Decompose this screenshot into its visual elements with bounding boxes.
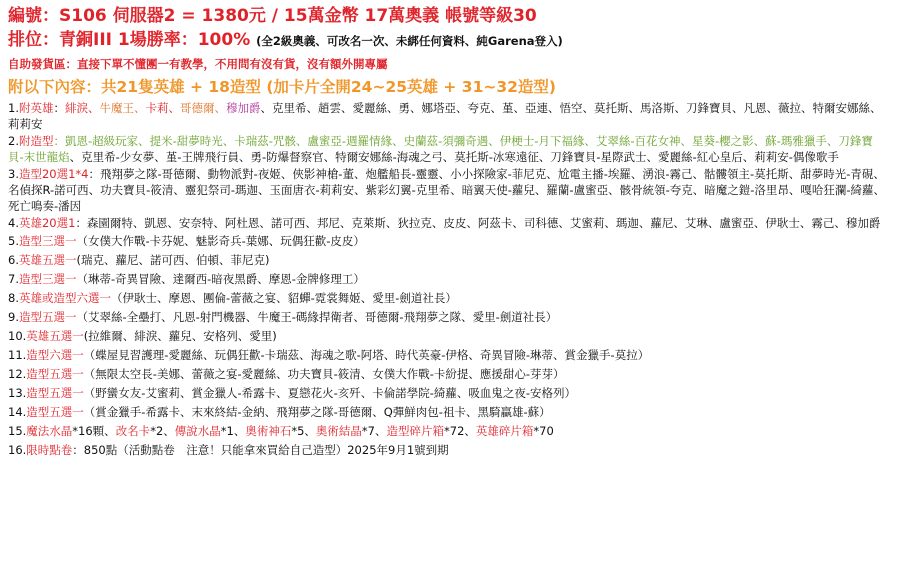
list-item-text: 16. (8, 443, 27, 457)
list-item (8, 289, 888, 308)
list-item-text: （琳蒂-奇異冒險、達爾西-暗夜黑爵、摩恩-金牌修理工） (76, 272, 365, 286)
list-item-text: 造型五選一 (18, 310, 77, 324)
list-item-text: 11. (8, 348, 27, 362)
list-item-text: 10. (8, 329, 27, 343)
list-item-text: 奧術神石 (245, 424, 292, 438)
list-item-text: 限時點卷 (26, 443, 73, 457)
list-item-text: ：凱恩-超級玩家、提米-甜夢時光、卡瑞茲-咒骸、盧蜜亞-週羅情緣、史蘭茲-須彌奇遇、伊梗士-月下福緣、艾翠絲-百花女神、星葵-櫻之影、蘇-瑪雅獵手、刀鋒寶貝-末世龍焰 (8, 134, 873, 164)
list-item-text: 3. (8, 167, 19, 181)
list-item (8, 441, 888, 460)
listing-title: 編號：S106 伺服器2 = 1380元 / 15萬金幣 17萬奧義 帳號等級30 (8, 6, 537, 26)
list-item-text: 哥德爾、 (179, 101, 226, 115)
list-item-text: （野蠻女友-艾蜜莉、賞金獵人-希露卡、夏戀花火-亥歼、卡倫諾學院-綺蘿、吸血鬼之夜-安格列） (83, 386, 577, 400)
list-item (8, 215, 888, 231)
list-item-text: 14. (8, 405, 27, 419)
list-item-text: *1、 (220, 424, 246, 438)
list-item-text: 改名卡 (115, 424, 151, 438)
list-item-text: 緋淚、 (64, 101, 100, 115)
list-item-text: (拉維爾、緋淚、蘿兒、安格列、愛里) (83, 329, 277, 343)
list-item-text: （伊耿士、摩恩、團倫-蕾薇之宴、貂蟬-霓裳舞姬、愛里-劍道社長） (110, 291, 457, 305)
list-item (8, 232, 888, 251)
list-item-text: 造型三選一 (18, 234, 77, 248)
list-item (8, 403, 888, 422)
list-item-text: 1. (8, 101, 19, 115)
list-item-text: *70 (533, 424, 554, 438)
list-item-text: 奧術結晶 (315, 424, 362, 438)
list-item-text: 2. (8, 134, 19, 148)
list-item-text: 、克里希、趙雲、愛麗絲、勇、娜塔亞、夸克、堇、亞連、悟空、莫托斯、馬洛斯、刀鋒寶貝、凡恩、薇拉、特爾安娜絲、莉莉安 (8, 101, 882, 131)
list-item-text: 英雄五選一 (18, 253, 77, 267)
list-item-text: ：850點（活動點卷 注意！只能拿來買給自己造型）2025年9月1號到期 (72, 443, 449, 457)
list-item-text: 卡莉、 (145, 101, 180, 115)
list-item (8, 100, 888, 132)
list-item-text: 造型20選1*4 (18, 167, 89, 181)
list-item-text: （女僕大作戰-卡芬妮、魅影奇兵-葉娜、玩偶狂歡-皮皮） (76, 234, 365, 248)
list-item-text: 英雄碎片箱 (475, 424, 534, 438)
list-item-text: （賞金獵手-希露卡、末來終結-金納、飛翔夢之隊-哥德爾、Q彈鮮肉包-祖卡、黑騎贏雄-蘇） (83, 405, 551, 419)
content-summary: 附以下內容：共21隻英雄 + 18造型 (加卡片全開24~25英雄 + 31~32造型) (8, 78, 557, 96)
list-item-text: ： (53, 101, 65, 115)
list-item (8, 365, 888, 384)
list-item-text: 造型六選一 (26, 348, 84, 362)
list-item-text: *7、 (361, 424, 387, 438)
list-item-text: 、克里希-少女夢、堇-王牌飛行員、勇-防爆督察官、特爾安娜絲-海魂之弓、莫托斯-冰寒遠征、刀鋒寶貝-星際武士、愛麗絲-紅心皇后、莉莉安-偶像歌手 (69, 150, 839, 164)
list-item-text: 15. (8, 424, 27, 438)
self-service-notice: 自助發貨區：直接下單不懂團一有教學，不用問有沒有貨，沒有額外開專屬 (8, 57, 388, 71)
list-item-text: (瑞克、蘿尼、諾可西、伯頓、菲尼克) (76, 253, 270, 267)
list-item-text: 魔法水晶 (26, 424, 73, 438)
list-item (8, 270, 888, 289)
rank-text: 排位：青銅III 1場勝率：100% (8, 30, 251, 50)
list-item (8, 251, 888, 270)
list-item (8, 133, 888, 165)
list-item-text: 造型五選一 (26, 386, 84, 400)
list-item-text: 4. (8, 216, 19, 230)
list-item (8, 422, 888, 441)
list-item (8, 327, 888, 346)
list-item-text: 造型五選一 (26, 405, 84, 419)
list-item-text: ：飛翔夢之隊-哥德爾、動物派對-夜姬、俠影神槍-董、炮艦船長-靈靈、小小探險家-菲尼克、尬電主播-埃羅、湧浪-霧己、骷髏領主-莫托斯、甜夢時光-青硯、名偵探R-諾可西、功夫寶貝-筱清、靈犯祭司-瑪迦、玉面唐衣-莉莉安、紫彩幻翼-克里希、暗翼天使-蘿兒、羅蘭-盧蜜亞、骸骨統領-夸克、暗魔之鎧-洛里昂、嘎哈狂瀾-綺蘿、死亡鳴奏-潘因 (8, 167, 886, 213)
list-item-text: 8. (8, 291, 19, 305)
list-item-text: 5. (8, 234, 19, 248)
list-item-text: 13. (8, 386, 27, 400)
list-item-text: *16顆、 (72, 424, 116, 438)
list-item-text: 傳說水晶 (174, 424, 221, 438)
list-item-text: 12. (8, 367, 27, 381)
list-item-text: 9. (8, 310, 19, 324)
list-item-text: （艾翠絲-全壘打、凡恩-射門機器、牛魔王-碼緣捍衛者、哥德爾-飛翔夢之隊、愛里-劍道社長） (76, 310, 558, 324)
list-item-text: （無限太空長-美娜、蕾薇之宴-愛麗絲、功夫寶貝-筱清、女僕大作戰-卡紛提、應援甜心-芽芽） (83, 367, 565, 381)
list-item (8, 384, 888, 403)
content-list (8, 100, 888, 460)
list-item-text: 附造型 (18, 134, 54, 148)
list-item-text: （蝶屋見習護理-愛麗絲、玩偶狂歡-卡瑞茲、海魂之歌-阿塔、時代英豪-伊格、奇異冒險-琳蒂、賞金獵手-莫拉） (83, 348, 650, 362)
list-item-text: 英雄或造型六選一 (18, 291, 111, 305)
list-item (8, 346, 888, 365)
list-item-text: *2、 (150, 424, 175, 438)
list-item-text: 牛魔王、 (99, 101, 146, 115)
list-item-text: 造型三選一 (18, 272, 77, 286)
list-item (8, 166, 888, 214)
list-item-text: *72、 (444, 424, 476, 438)
list-item-text: 英雄20選1 (18, 216, 76, 230)
list-item-text: ：森園爾特、凱恩、安奈特、阿杜恩、諾可西、邦尼、克萊斯、狄拉克、皮皮、阿茲卡、司科德、艾蜜莉、瑪迦、蘿尼、艾琳、盧蜜亞、伊耿士、霧己、穆加爵 (75, 216, 881, 230)
list-item-text: 附英雄 (18, 101, 54, 115)
list-item-text: 英雄五選一 (26, 329, 84, 343)
list-item-text: 7. (8, 272, 19, 286)
rank-line (8, 28, 888, 53)
list-item (8, 308, 888, 327)
list-item-text: 6. (8, 253, 19, 267)
list-item-text: 造型碎片箱 (386, 424, 444, 438)
list-item-text: 穆加爵 (225, 101, 261, 115)
account-notes: (全2級奧義、可改名一次、未綁任何資料、純Garena登入) (256, 34, 563, 48)
list-item-text: *5、 (291, 424, 316, 438)
list-item-text: 造型五選一 (26, 367, 84, 381)
